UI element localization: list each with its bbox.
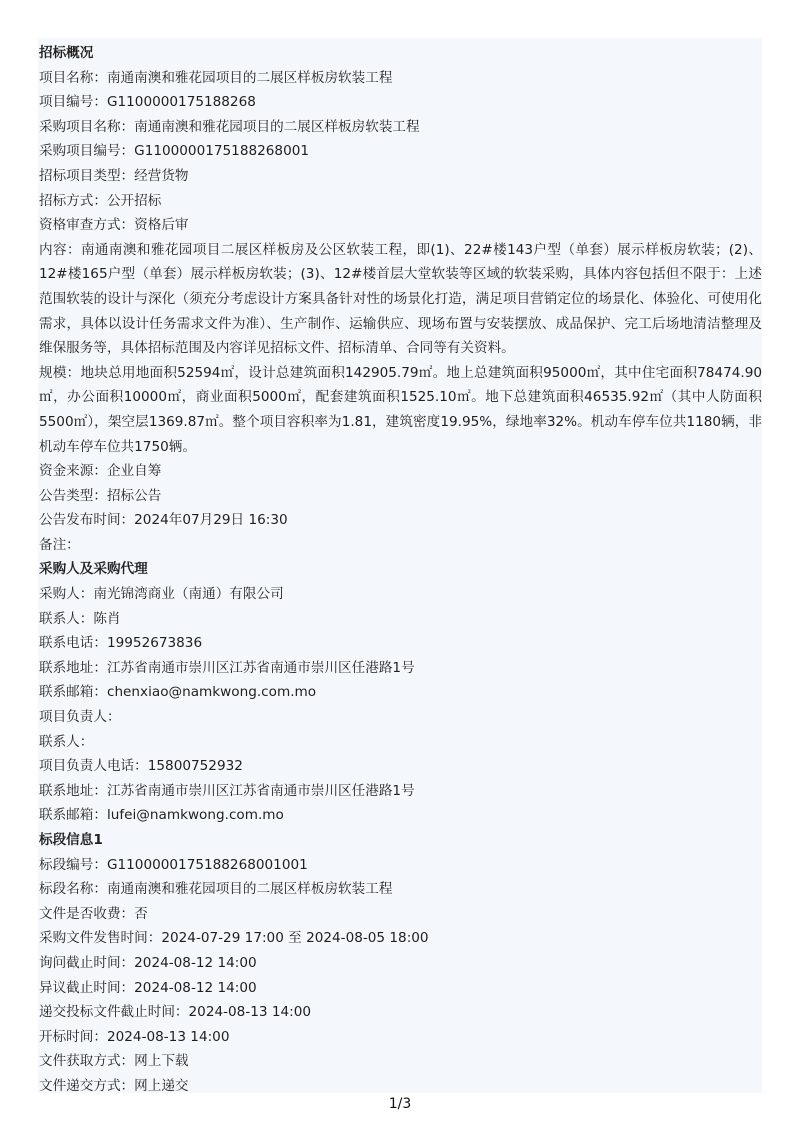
objection-deadline: 异议截止时间：2024-08-12 14:00 xyxy=(39,979,257,996)
publish-time: 公告发布时间：2024年07月29日 16:30 xyxy=(39,512,288,529)
funding-source: 资金来源：企业自筹 xyxy=(39,463,162,480)
secondary-email: 联系邮箱：lufei@namkwong.com.mo xyxy=(39,807,284,824)
purchase-project-name: 采购项目名称：南通南澳和雅花园项目的二展区样板房软装工程 xyxy=(39,118,420,135)
document-obtain-method: 文件获取方式：网上下载 xyxy=(39,1053,189,1070)
buyer-contact: 联系人：陈肖 xyxy=(39,610,121,627)
content-paragraph: 内容：南通南澳和雅花园项目二展区样板房及公区软装工程，即(1)、22#楼143户型（单套）展示样板房软装；(2)、12#楼165户型（单套）展示样板房软装；(3)、12#楼首层大堂软装等区域的软装采购，具体内容包括但不限于：上述范围软装的设计与深化（须充分考虑设计方案具备针对性的场景化打造，满足项目营销定位的场景化、体验化、可使用化需求，具体以设计任务需求文件为准）、生产制作、运输供应、现场布置与安装摆放、成品保护、完工后场地清洁整理及维保服务等，具体招标范围及内容详见招标文件、招标清单、合同等有关资料。 xyxy=(39,241,762,357)
fee-required: 文件是否收费：否 xyxy=(39,905,148,922)
project-name: 项目名称：南通南澳和雅花园项目的二展区样板房软装工程 xyxy=(39,69,393,86)
buyer-address: 联系地址：江苏省南通市崇川区江苏省南通市崇川区任港路1号 xyxy=(39,659,415,676)
section-heading-buyer: 采购人及采购代理 xyxy=(39,561,148,578)
secondary-address: 联系地址：江苏省南通市崇川区江苏省南通市崇川区任港路1号 xyxy=(39,782,415,799)
bid-opening-time: 开标时间：2024-08-13 14:00 xyxy=(39,1028,230,1045)
submission-deadline: 递交投标文件截止时间：2024-08-13 14:00 xyxy=(39,1004,312,1021)
qualification-review: 资格审查方式：资格后审 xyxy=(39,217,189,234)
remarks: 备注： xyxy=(39,536,80,553)
section-heading-overview: 招标概况 xyxy=(39,45,94,61)
tender-method: 招标方式：公开招标 xyxy=(39,192,162,209)
scale-paragraph: 规模：地块总用地面积52594㎡，设计总建筑面积142905.79㎡。地上总建筑面积95000㎡，其中住宅面积78474.90㎡，办公面积10000㎡，商业面积5000㎡，配套建筑面积1525.10㎡。地下总建筑面积46535.92㎡（其中人防面积5500㎡），架空层1369.87㎡。整个项目容积率为1.81，建筑密度19.95%，绿地率32%。机动车停车位共1180辆，非机动车停车位共1750辆。 xyxy=(39,364,762,455)
document-sale-time: 采购文件发售时间：2024-07-29 17:00 至 2024-08-05 18:00 xyxy=(39,930,429,947)
lot-number: 标段编号：G1100000175188268001001 xyxy=(39,856,308,873)
notice-type: 公告类型：招标公告 xyxy=(39,487,162,504)
project-type: 招标项目类型：经营货物 xyxy=(39,167,189,184)
document-panel xyxy=(38,38,762,1093)
buyer-email: 联系邮箱：chenxiao@namkwong.com.mo xyxy=(39,684,317,701)
project-manager: 项目负责人： xyxy=(39,709,121,726)
page-number: 1/3 xyxy=(388,1096,412,1112)
manager-phone: 项目负责人电话：15800752932 xyxy=(39,758,243,775)
purchase-project-number: 采购项目编号：G1100000175188268001 xyxy=(39,143,310,160)
section-heading-lot: 标段信息1 xyxy=(39,832,103,848)
lot-name: 标段名称：南通南澳和雅花园项目的二展区样板房软装工程 xyxy=(39,881,393,898)
buyer-phone: 联系电话：19952673836 xyxy=(39,635,203,652)
secondary-contact: 联系人： xyxy=(39,733,94,750)
buyer-name: 采购人：南光锦湾商业（南通）有限公司 xyxy=(39,586,284,603)
project-number: 项目编号：G1100000175188268 xyxy=(39,94,256,111)
document-submit-method: 文件递交方式：网上递交 xyxy=(39,1077,189,1094)
inquiry-deadline: 询问截止时间：2024-08-12 14:00 xyxy=(39,954,257,971)
